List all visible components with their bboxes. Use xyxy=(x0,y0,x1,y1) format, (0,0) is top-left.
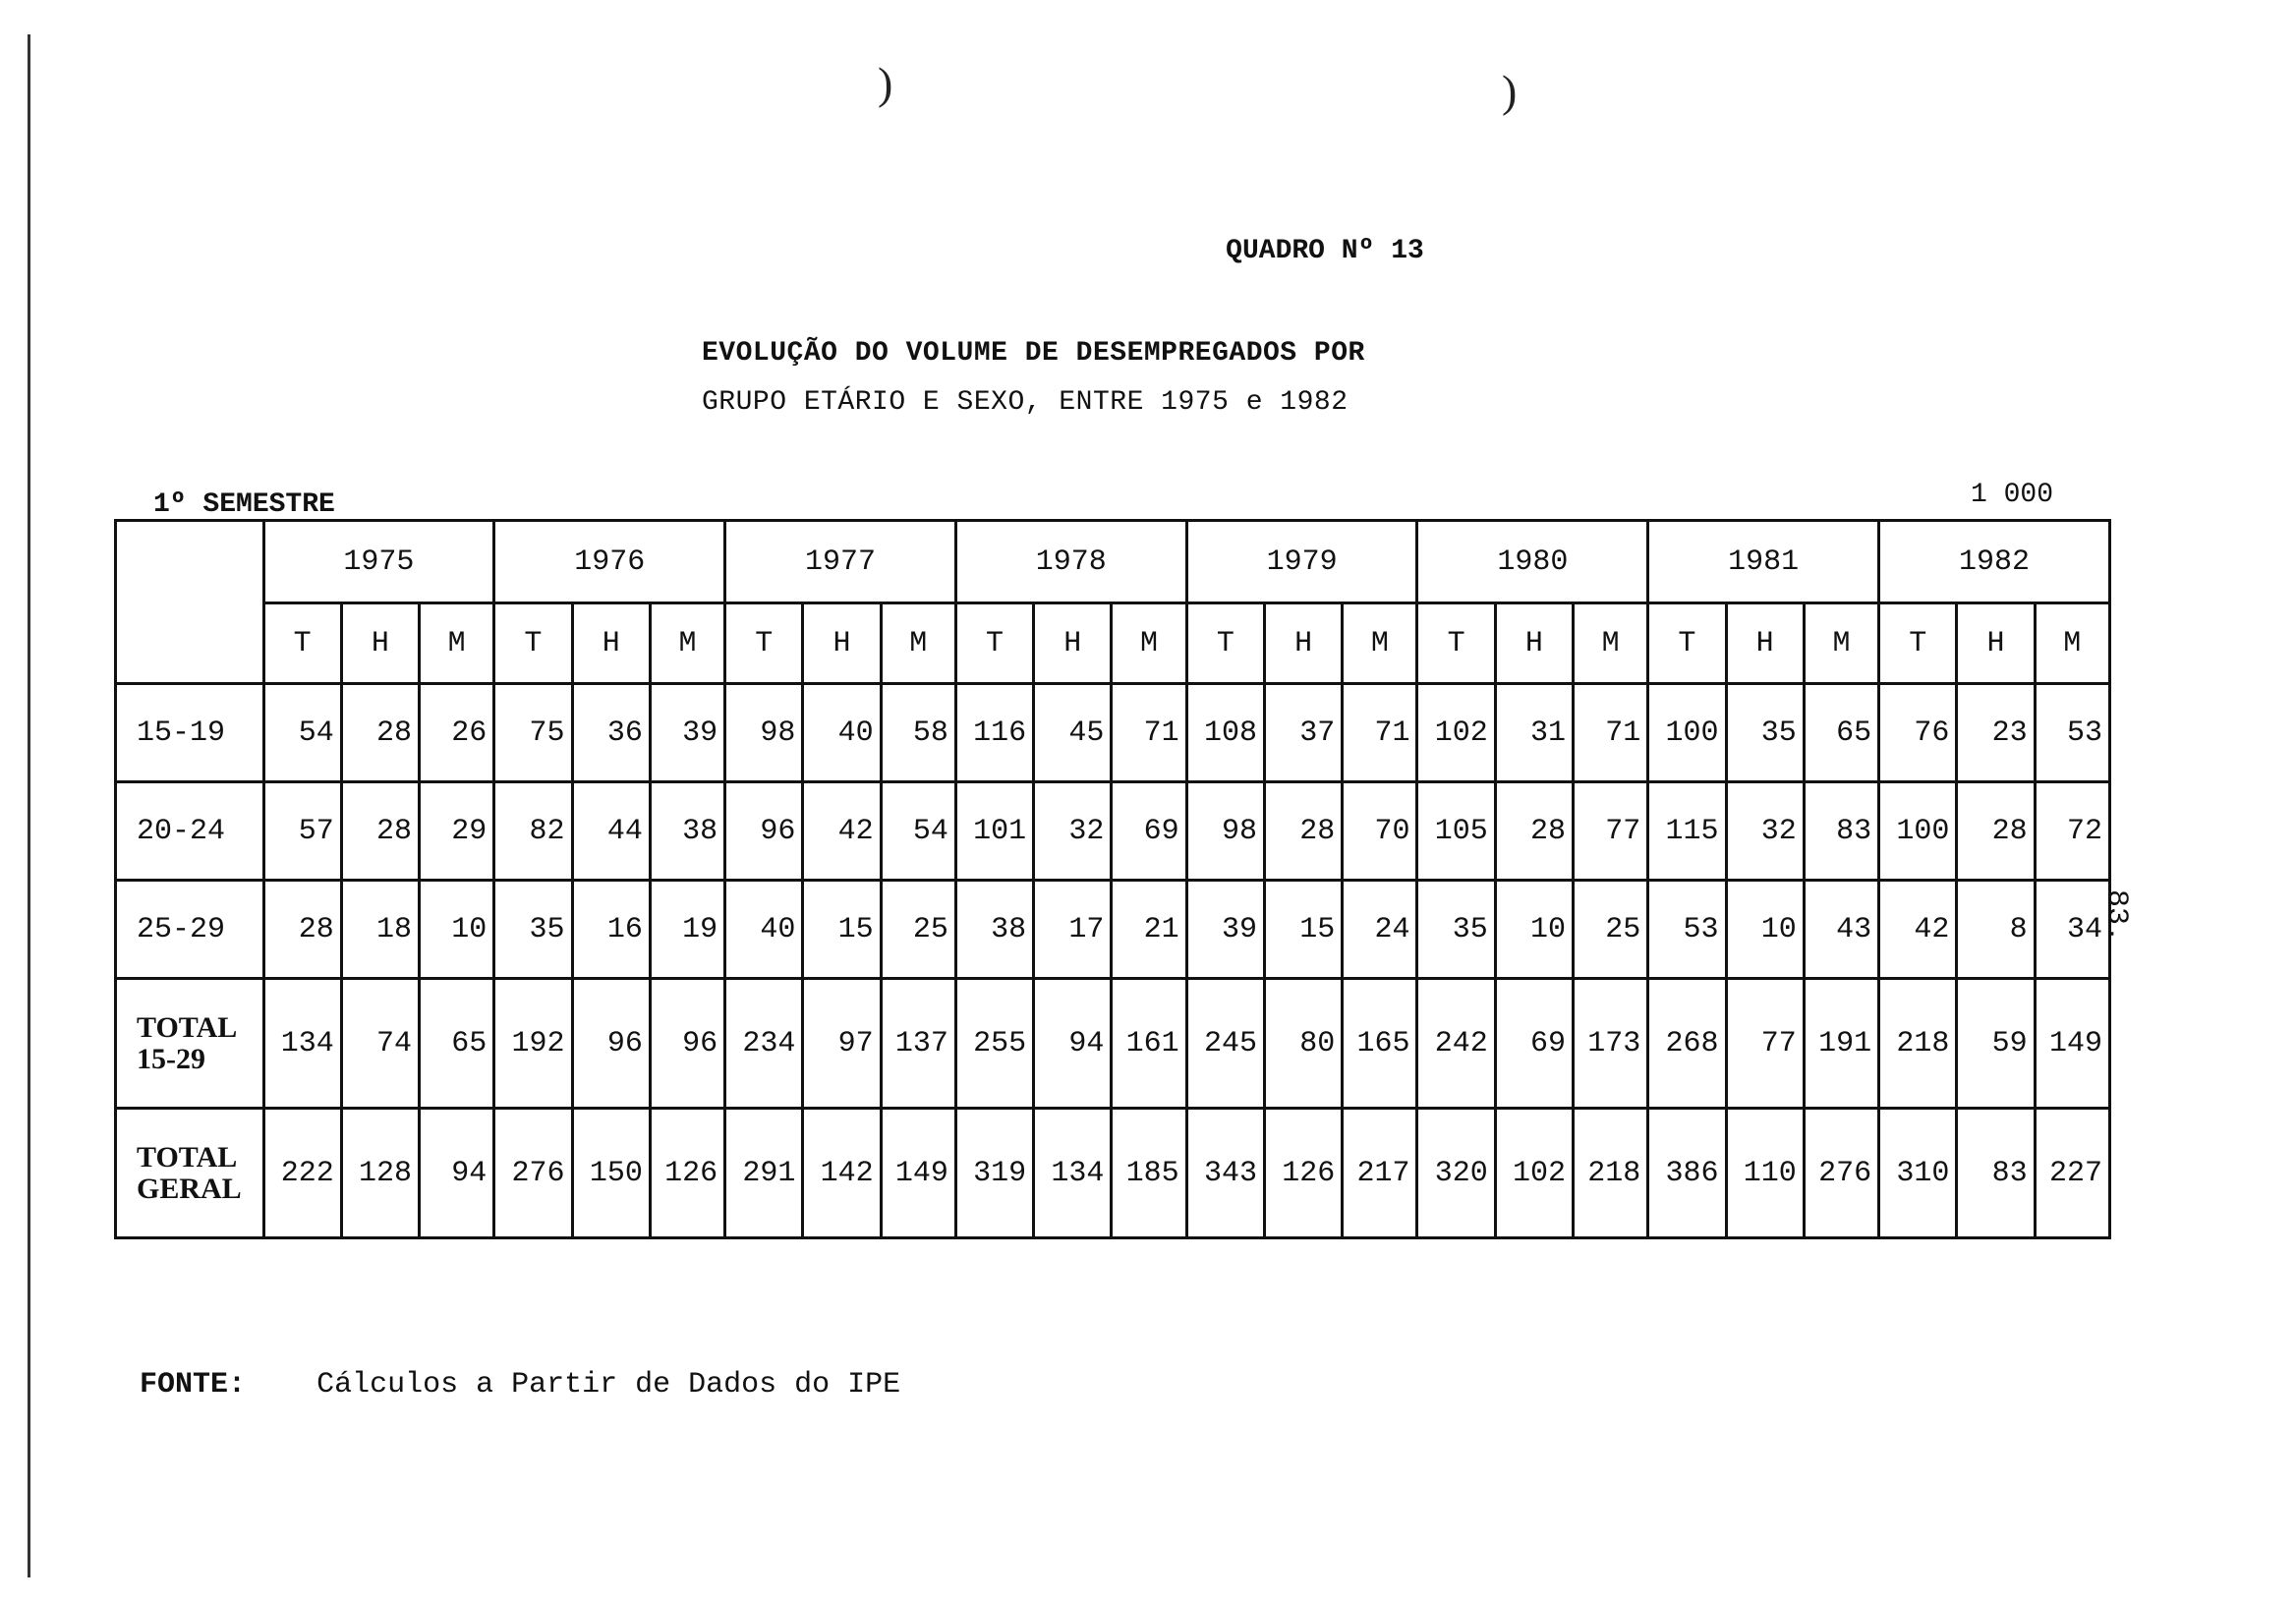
year-header-row xyxy=(116,521,2110,603)
value-cell: 126 xyxy=(1264,1109,1342,1238)
table-title-line-1: EVOLUÇÃO DO VOLUME DE DESEMPREGADOS POR xyxy=(702,338,1365,369)
value-cell: 26 xyxy=(420,684,494,782)
value-cell: 82 xyxy=(494,782,572,881)
value-cell: 35 xyxy=(1726,684,1804,782)
value-cell: 42 xyxy=(803,782,881,881)
value-cell: 35 xyxy=(494,881,572,979)
value-cell: 28 xyxy=(341,782,419,881)
sex-header: T xyxy=(1648,603,1726,684)
value-cell: 217 xyxy=(1343,1109,1417,1238)
value-cell: 77 xyxy=(1726,979,1804,1109)
value-cell: 53 xyxy=(1648,881,1726,979)
value-cell: 222 xyxy=(263,1109,341,1238)
value-cell: 74 xyxy=(341,979,419,1109)
sex-header: M xyxy=(1804,603,1878,684)
sex-header: M xyxy=(1574,603,1648,684)
punch-mark-right: ) xyxy=(1502,66,1518,116)
value-cell: 71 xyxy=(1343,684,1417,782)
sex-header: M xyxy=(1343,603,1417,684)
value-cell: 76 xyxy=(1879,684,1957,782)
row-header-line-1: TOTAL xyxy=(137,1010,238,1044)
value-cell: 10 xyxy=(1495,881,1573,979)
row-header xyxy=(116,1109,264,1238)
value-cell: 234 xyxy=(725,979,803,1109)
value-cell: 126 xyxy=(650,1109,724,1238)
value-cell: 18 xyxy=(341,881,419,979)
sex-header: H xyxy=(1726,603,1804,684)
value-cell: 276 xyxy=(494,1109,572,1238)
value-cell: 96 xyxy=(650,979,724,1109)
value-cell: 242 xyxy=(1417,979,1495,1109)
value-cell: 43 xyxy=(1804,881,1878,979)
value-cell: 83 xyxy=(1957,1109,2035,1238)
value-cell: 110 xyxy=(1726,1109,1804,1238)
value-cell: 38 xyxy=(955,881,1033,979)
year-header: 1979 xyxy=(1186,521,1417,603)
value-cell: 96 xyxy=(572,979,650,1109)
value-cell: 36 xyxy=(572,684,650,782)
source-label: FONTE: xyxy=(140,1368,247,1402)
sex-header: H xyxy=(1957,603,2035,684)
value-cell: 57 xyxy=(263,782,341,881)
sex-header: M xyxy=(420,603,494,684)
value-cell: 71 xyxy=(1574,684,1648,782)
page-margin-rule xyxy=(28,34,30,1577)
value-cell: 102 xyxy=(1495,1109,1573,1238)
value-cell: 116 xyxy=(955,684,1033,782)
sex-header: M xyxy=(2035,603,2109,684)
value-cell: 10 xyxy=(1726,881,1804,979)
value-cell: 28 xyxy=(263,881,341,979)
value-cell: 16 xyxy=(572,881,650,979)
value-cell: 319 xyxy=(955,1109,1033,1238)
value-cell: 98 xyxy=(725,684,803,782)
value-cell: 58 xyxy=(881,684,955,782)
value-cell: 38 xyxy=(650,782,724,881)
value-cell: 185 xyxy=(1112,1109,1186,1238)
value-cell: 25 xyxy=(881,881,955,979)
value-cell: 149 xyxy=(881,1109,955,1238)
year-header: 1978 xyxy=(955,521,1186,603)
unemployment-table xyxy=(114,519,2111,1239)
value-cell: 75 xyxy=(494,684,572,782)
value-cell: 70 xyxy=(1343,782,1417,881)
table-row xyxy=(116,979,2110,1109)
punch-mark-left: ) xyxy=(878,58,893,108)
data-table xyxy=(114,519,2111,1239)
value-cell: 310 xyxy=(1879,1109,1957,1238)
value-cell: 191 xyxy=(1804,979,1878,1109)
value-cell: 45 xyxy=(1034,684,1112,782)
value-cell: 54 xyxy=(881,782,955,881)
value-cell: 10 xyxy=(420,881,494,979)
value-cell: 23 xyxy=(1957,684,2035,782)
value-cell: 165 xyxy=(1343,979,1417,1109)
value-cell: 77 xyxy=(1574,782,1648,881)
year-header: 1976 xyxy=(494,521,725,603)
value-cell: 28 xyxy=(1495,782,1573,881)
sex-header: H xyxy=(1034,603,1112,684)
value-cell: 227 xyxy=(2035,1109,2109,1238)
row-header: 25-29 xyxy=(116,881,264,979)
value-cell: 28 xyxy=(1957,782,2035,881)
table-row xyxy=(116,881,2110,979)
value-cell: 15 xyxy=(1264,881,1342,979)
value-cell: 40 xyxy=(803,684,881,782)
row-header: 15-19 xyxy=(116,684,264,782)
value-cell: 134 xyxy=(263,979,341,1109)
value-cell: 59 xyxy=(1957,979,2035,1109)
sex-header: T xyxy=(725,603,803,684)
value-cell: 245 xyxy=(1186,979,1264,1109)
value-cell: 94 xyxy=(1034,979,1112,1109)
row-header: 20-24 xyxy=(116,782,264,881)
sex-header: H xyxy=(803,603,881,684)
page-number: 83. xyxy=(2099,889,2133,944)
value-cell: 97 xyxy=(803,979,881,1109)
value-cell: 192 xyxy=(494,979,572,1109)
value-cell: 54 xyxy=(263,684,341,782)
value-cell: 276 xyxy=(1804,1109,1878,1238)
quadro-title: QUADRO Nº 13 xyxy=(1226,236,1424,266)
value-cell: 218 xyxy=(1879,979,1957,1109)
sex-header: T xyxy=(263,603,341,684)
value-cell: 343 xyxy=(1186,1109,1264,1238)
sex-header: T xyxy=(494,603,572,684)
semester-label: 1º SEMESTRE xyxy=(153,489,335,520)
value-cell: 15 xyxy=(803,881,881,979)
value-cell: 142 xyxy=(803,1109,881,1238)
year-header: 1977 xyxy=(725,521,956,603)
value-cell: 101 xyxy=(955,782,1033,881)
sex-header: T xyxy=(1417,603,1495,684)
sex-header: T xyxy=(955,603,1033,684)
value-cell: 80 xyxy=(1264,979,1342,1109)
row-header-line-1: TOTAL xyxy=(137,1140,238,1174)
sex-header: T xyxy=(1879,603,1957,684)
value-cell: 94 xyxy=(420,1109,494,1238)
value-cell: 149 xyxy=(2035,979,2109,1109)
sex-header: M xyxy=(881,603,955,684)
value-cell: 32 xyxy=(1034,782,1112,881)
sex-header: H xyxy=(341,603,419,684)
year-header: 1975 xyxy=(263,521,494,603)
value-cell: 40 xyxy=(725,881,803,979)
value-cell: 37 xyxy=(1264,684,1342,782)
sex-header: M xyxy=(1112,603,1186,684)
value-cell: 25 xyxy=(1574,881,1648,979)
table-body xyxy=(116,684,2110,1238)
value-cell: 28 xyxy=(341,684,419,782)
value-cell: 69 xyxy=(1495,979,1573,1109)
sex-header: H xyxy=(1264,603,1342,684)
value-cell: 19 xyxy=(650,881,724,979)
value-cell: 218 xyxy=(1574,1109,1648,1238)
row-header xyxy=(116,979,264,1109)
value-cell: 34 xyxy=(2035,881,2109,979)
table-row xyxy=(116,1109,2110,1238)
value-cell: 35 xyxy=(1417,881,1495,979)
table-title-line-2: GRUPO ETÁRIO E SEXO, ENTRE 1975 e 1982 xyxy=(702,387,1349,418)
source-note xyxy=(140,1368,900,1402)
year-header: 1982 xyxy=(1879,521,2110,603)
corner-cell xyxy=(116,521,264,684)
value-cell: 65 xyxy=(420,979,494,1109)
value-cell: 72 xyxy=(2035,782,2109,881)
value-cell: 39 xyxy=(1186,881,1264,979)
value-cell: 69 xyxy=(1112,782,1186,881)
value-cell: 102 xyxy=(1417,684,1495,782)
value-cell: 161 xyxy=(1112,979,1186,1109)
row-header-line-2: GERAL xyxy=(137,1172,242,1205)
value-cell: 44 xyxy=(572,782,650,881)
value-cell: 173 xyxy=(1574,979,1648,1109)
value-cell: 115 xyxy=(1648,782,1726,881)
value-cell: 32 xyxy=(1726,782,1804,881)
source-text: Cálculos a Partir de Dados do IPE xyxy=(316,1368,901,1402)
value-cell: 291 xyxy=(725,1109,803,1238)
value-cell: 100 xyxy=(1879,782,1957,881)
value-cell: 137 xyxy=(881,979,955,1109)
value-cell: 96 xyxy=(725,782,803,881)
value-cell: 100 xyxy=(1648,684,1726,782)
value-cell: 24 xyxy=(1343,881,1417,979)
value-cell: 134 xyxy=(1034,1109,1112,1238)
value-cell: 268 xyxy=(1648,979,1726,1109)
value-cell: 29 xyxy=(420,782,494,881)
value-cell: 98 xyxy=(1186,782,1264,881)
year-header: 1981 xyxy=(1648,521,1879,603)
value-cell: 108 xyxy=(1186,684,1264,782)
sex-header: T xyxy=(1186,603,1264,684)
value-cell: 71 xyxy=(1112,684,1186,782)
year-header: 1980 xyxy=(1417,521,1648,603)
value-cell: 128 xyxy=(341,1109,419,1238)
value-cell: 255 xyxy=(955,979,1033,1109)
value-cell: 105 xyxy=(1417,782,1495,881)
sex-header: H xyxy=(572,603,650,684)
value-cell: 31 xyxy=(1495,684,1573,782)
sex-header-row xyxy=(116,603,2110,684)
value-cell: 21 xyxy=(1112,881,1186,979)
value-cell: 39 xyxy=(650,684,724,782)
value-cell: 17 xyxy=(1034,881,1112,979)
value-cell: 150 xyxy=(572,1109,650,1238)
value-cell: 320 xyxy=(1417,1109,1495,1238)
value-cell: 53 xyxy=(2035,684,2109,782)
row-header-line-2: 15-29 xyxy=(137,1042,205,1075)
value-cell: 83 xyxy=(1804,782,1878,881)
value-cell: 386 xyxy=(1648,1109,1726,1238)
table-row xyxy=(116,782,2110,881)
value-cell: 65 xyxy=(1804,684,1878,782)
value-cell: 8 xyxy=(1957,881,2035,979)
table-row xyxy=(116,684,2110,782)
unit-label: 1 000 xyxy=(1971,480,2054,510)
sex-header: H xyxy=(1495,603,1573,684)
sex-header: M xyxy=(650,603,724,684)
value-cell: 42 xyxy=(1879,881,1957,979)
value-cell: 28 xyxy=(1264,782,1342,881)
